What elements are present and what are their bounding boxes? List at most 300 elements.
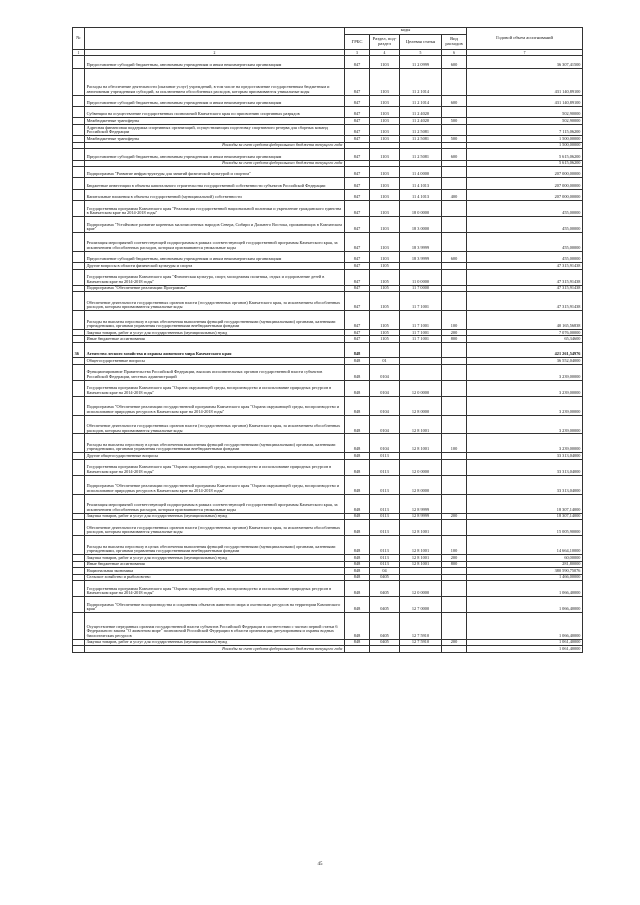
row-number [73,189,85,200]
row-target-article: 11 2 4020 [400,118,442,125]
table-row [73,475,583,494]
row-target-article: 11 2 5081 [400,136,442,143]
row-amount: 1 466,00000 [467,574,583,581]
row-name: Расходы на обеспечение деятельности (оказание услуг) учреждений, в том числе на предоставление государственным бюджетным и автономным учреждениям субсидий, за исключением обособленных расходов, которым присваиваются уникальные коды [85,69,345,95]
header-grbs: ГРБС [345,34,370,50]
header-name: Наименование [85,28,345,50]
row-grbs: 847 [345,311,370,330]
row-name: Адресная финансовая поддержка спортивных организаций, осуществляющих подготовку спортивного резерва для сборных команд Российской Федерации [85,124,345,135]
row-expense-type: 500 [442,118,467,125]
row-target-article: 12 8 0000 [400,475,442,494]
row-amount: 455,00000 [467,232,583,251]
row-name: Бюджетные инвестиции в объекты капитального строительства государственной собственности субъектов Российской Федерации [85,178,345,189]
row-expense-type: 200 [442,513,467,520]
row-number [73,269,85,285]
row-expense-type: 100 [442,311,467,330]
row-razdel: 1103 [370,149,400,160]
row-name: Капитальные вложения в объекты государственной (муниципальной) собственности [85,189,345,200]
row-expense-type: 600 [442,149,467,160]
budget-table [72,27,583,653]
row-name: Сельское хозяйство и рыболовство [85,574,345,581]
row-number [73,475,85,494]
row-grbs: 848 [345,581,370,597]
row-target-article: 11 7 1001 [400,336,442,343]
row-target-article: 11 7 1001 [400,311,442,330]
row-grbs: 847 [345,292,370,311]
row-target-article [400,364,442,380]
row-name: Расходы за счет средств федерального бюджета текущего года [85,160,345,167]
row-expense-type [442,475,467,494]
table-row [73,311,583,330]
row-razdel: 0113 [370,453,400,460]
row-razdel: 1103 [370,178,400,189]
row-razdel: 0405 [370,613,400,639]
row-target-article [400,343,442,358]
row-name: Предоставление субсидий бюджетным, автономным учреждениям и иным некоммерческим организациям [85,95,345,106]
table-row [73,613,583,639]
row-number [73,459,85,475]
row-expense-type [442,178,467,189]
row-target-article: 11 2 5081 [400,149,442,160]
table-row [73,597,583,613]
row-razdel: 0104 [370,380,400,396]
row-target-article: 12 8 1001 [400,555,442,562]
row-name: Обеспечение деятельности государственных органов власти (государственных органов) Камчатского края, за исключением обособленных расходов, которым присваиваются уникальные коды [85,520,345,536]
row-target-article: 11 2 0999 [400,56,442,69]
row-number [73,520,85,536]
row-grbs: 848 [345,358,370,365]
row-name: Подпрограмма "Устойчивое развитие коренных малочисленных народов Севера, Сибири и Дальнего Востока, проживающих в Камчатском крае" [85,216,345,232]
row-amount: 3 239,00000 [467,380,583,396]
row-amount: 3 239,00000 [467,396,583,415]
row-target-article: 12 8 9999 [400,494,442,513]
row-name: Подпрограмма "Обеспечение реализации государственной программы Камчатского края "Охрана окружающей среды, воспроизводство и использование природных ресурсов в Камчатском крае на 2014-2018 годы" [85,396,345,415]
row-target-article: 11 2 5081 [400,124,442,135]
table-row [73,95,583,106]
row-target-article: 18 0 0000 [400,200,442,216]
row-amount: 18 307,14000 [467,494,583,513]
row-target-article: 12 8 1001 [400,520,442,536]
table-row [73,124,583,135]
row-razdel: 1103 [370,95,400,106]
row-razdel: 1105 [370,336,400,343]
row-expense-type: 100 [442,536,467,555]
row-expense-type: 200 [442,329,467,336]
row-amount: 14 664,10000 [467,536,583,555]
row-grbs: 847 [345,269,370,285]
row-amount: 40 165,56838 [467,311,583,330]
row-number [73,311,85,330]
column-number: 7 [467,50,583,56]
table-row [73,415,583,434]
row-amount: 33 313,04000 [467,453,583,460]
row-razdel: 1105 [370,292,400,311]
row-target-article: 12 0 0000 [400,380,442,396]
row-grbs: 848 [345,475,370,494]
row-number [73,232,85,251]
header-codes: коды [345,28,467,35]
row-name: Расходы на выплаты персоналу в целях обеспечения выполнения функций государственными (муниципальными) органами, казенными учреждениями, органами управления государственными внебюджетными фондами [85,311,345,330]
row-name: Расходы за счет средств федерального бюджета текущего года [85,646,345,653]
row-amount: 207 000,00000 [467,167,583,178]
row-target-article: 18 3 9999 [400,251,442,262]
header-row-top [73,28,583,35]
row-grbs: 848 [345,574,370,581]
row-target-article: 12 0 0000 [400,581,442,597]
row-razdel: 1103 [370,189,400,200]
row-grbs: 848 [345,536,370,555]
row-grbs: 847 [345,251,370,262]
row-amount: 431 140,89100 [467,69,583,95]
row-grbs [345,646,370,653]
row-name: Закупка товаров, работ и услуг для государственных (муниципальных) нужд [85,639,345,646]
column-number: 3 [345,50,370,56]
row-amount: 380 590,75076 [467,568,583,575]
row-expense-type: 200 [442,555,467,562]
row-grbs: 848 [345,343,370,358]
row-amount: 47 315,91438 [467,292,583,311]
row-grbs: 847 [345,232,370,251]
table-row [73,396,583,415]
row-expense-type [442,459,467,475]
row-amount: 36 552,04000 [467,358,583,365]
row-number [73,149,85,160]
row-target-article: 11 4 1013 [400,189,442,200]
row-amount: 5 615,06200 [467,149,583,160]
row-amount: 281,80000 [467,561,583,568]
row-amount: 421 261,54976 [467,343,583,358]
row-name: Подпрограмма "Развитие инфраструктуры для занятий физической культурой и спортом" [85,167,345,178]
row-name: Субвенции на осуществление государственных полномочий Камчатского края по присвоению спортивных разрядов [85,107,345,118]
table-row [73,232,583,251]
row-razdel: 0104 [370,434,400,453]
row-grbs: 848 [345,568,370,575]
row-expense-type [442,200,467,216]
table-body [73,56,583,653]
row-grbs: 848 [345,555,370,562]
row-target-article: 11 2 1014 [400,69,442,95]
row-razdel: 1105 [370,263,400,270]
row-expense-type [442,380,467,396]
row-target-article: 11 4 1013 [400,178,442,189]
row-name: Предоставление субсидий бюджетным, автономным учреждениям и иным некоммерческим организациям [85,149,345,160]
table-row [73,364,583,380]
row-number [73,380,85,396]
row-amount: 60,00000 [467,555,583,562]
row-name: Реализация мероприятий соответствующей подпрограммы в рамках соответствующей государственной программы Камчатского края, за исключением обособленных расходов, которым присваиваются уникальные коды [85,494,345,513]
row-expense-type: 800 [442,336,467,343]
row-razdel: 1103 [370,56,400,69]
row-grbs: 847 [345,336,370,343]
row-amount: 455,00000 [467,216,583,232]
row-grbs: 848 [345,520,370,536]
row-razdel: 1105 [370,311,400,330]
row-number [73,95,85,106]
table-row [73,581,583,597]
column-number: 5 [400,50,442,56]
row-name: Расходы на выплаты персоналу в целях обеспечения выполнения функций государственными (муниципальными) органами, казенными учреждениями, органами управления государственными внебюджетными фондами [85,536,345,555]
row-amount: 1 500,00000 [467,142,583,149]
row-name: Другие общегосударственные вопросы [85,453,345,460]
row-amount: 1 066,40000 [467,597,583,613]
row-razdel: 0113 [370,555,400,562]
row-name: Иные бюджетные ассигнования [85,336,345,343]
table-row [73,107,583,118]
row-name: Другие вопросы в области физической культуры и спорта [85,263,345,270]
row-name: Расходы на выплаты персоналу в целях обеспечения выполнения функций государственными (муниципальными) органами, казенными учреждениями, органами управления государственными внебюджетными фондами [85,434,345,453]
row-grbs: 847 [345,69,370,95]
row-expense-type: 400 [442,189,467,200]
row-razdel: 0405 [370,581,400,597]
row-amount: 3 239,00000 [467,434,583,453]
row-target-article: 12 7 0000 [400,597,442,613]
table-row [73,269,583,285]
row-grbs: 848 [345,396,370,415]
row-expense-type: 800 [442,561,467,568]
row-expense-type [442,124,467,135]
row-expense-type [442,269,467,285]
row-number [73,597,85,613]
row-target-article: 12 8 1001 [400,561,442,568]
row-grbs: 848 [345,453,370,460]
row-razdel: 0104 [370,364,400,380]
row-target-article: 12 8 0000 [400,396,442,415]
row-expense-type [442,646,467,653]
row-amount: 1 066,40000 [467,613,583,639]
row-target-article: 11 4 0000 [400,167,442,178]
row-name: Закупка товаров, работ и услуг для государственных (муниципальных) нужд [85,513,345,520]
row-amount: 33 313,04000 [467,459,583,475]
row-razdel [370,646,400,653]
column-number: 1 [73,50,85,56]
row-razdel: 0113 [370,494,400,513]
row-number [73,613,85,639]
row-name: Подпрограмма "Обеспечение реализации государственной программы Камчатского края "Охрана окружающей среды, воспроизводство и использование природных ресурсов в Камчатском крае на 2014-2018 годы" [85,475,345,494]
header-vr: Вид расходов [442,34,467,50]
row-number [73,216,85,232]
row-razdel: 1103 [370,216,400,232]
row-grbs: 848 [345,459,370,475]
row-razdel: 1103 [370,69,400,95]
row-expense-type [442,520,467,536]
row-expense-type: 600 [442,251,467,262]
row-expense-type [442,167,467,178]
row-name: Осуществление переданных органам государственной власти субъектов Российской Федерации в соответствии с частью первой статьи 6 Федерального закона "О животном мире" полномочий Российской Федерации в области организации, регулирования и охраны водных биологических ресурсов [85,613,345,639]
row-razdel: 1103 [370,118,400,125]
row-amount: 7 115,06200 [467,124,583,135]
row-expense-type [442,396,467,415]
row-grbs: 848 [345,513,370,520]
row-amount: 1 061,40000 [467,646,583,653]
row-amount: 47 315,91438 [467,269,583,285]
row-number [73,107,85,118]
table-row [73,343,583,358]
row-razdel: 1103 [370,107,400,118]
row-number [73,494,85,513]
row-grbs: 848 [345,380,370,396]
table-row [73,646,583,653]
row-razdel: 1105 [370,329,400,336]
row-name: Иные бюджетные ассигнования [85,561,345,568]
row-target-article: 11 2 4020 [400,107,442,118]
row-razdel: 0113 [370,520,400,536]
row-razdel: 0113 [370,513,400,520]
row-razdel: 0104 [370,415,400,434]
row-name: Государственная программа Камчатского края "Реализация государственной национальной политики и укрепление гражданского единства в Камчатском крае на 2014-2018 годы" [85,200,345,216]
row-number [73,364,85,380]
row-number [73,69,85,95]
table-row [73,536,583,555]
table-row [73,292,583,311]
row-grbs: 847 [345,263,370,270]
row-number [73,434,85,453]
table-row [73,178,583,189]
row-number: 36 [73,343,85,358]
row-amount: 1 066,40000 [467,581,583,597]
row-target-article: 11 7 1001 [400,292,442,311]
row-target-article: 18 3 0000 [400,216,442,232]
row-name: Подпрограмма "Обеспечение реализации Программы" [85,285,345,292]
row-amount: 36 307,41500 [467,56,583,69]
row-name: Реализация мероприятий соответствующей подпрограммы в рамках соответствующей государственной программы Камчатского края, за исключением обособленных расходов, которым присваиваются уникальные коды [85,232,345,251]
column-number: 4 [370,50,400,56]
row-name: Агентство лесного хозяйства и охраны животного мира Камчатского края [85,343,345,358]
row-amount: 502,90000 [467,118,583,125]
row-name: Расходы за счет средств федерального бюджета текущего года [85,142,345,149]
row-name: Обеспечение деятельности государственных органов власти (государственных органов) Камчатского края, за исключением обособленных расходов, которым присваиваются уникальные коды [85,292,345,311]
row-razdel [370,343,400,358]
row-expense-type [442,216,467,232]
row-target-article: 12 8 1001 [400,536,442,555]
table-row [73,56,583,69]
row-razdel: 01 [370,358,400,365]
row-number [73,396,85,415]
row-target-article: 12 8 1001 [400,434,442,453]
row-target-article: 12 7 5910 [400,639,442,646]
row-razdel: 1103 [370,124,400,135]
row-name: Межбюджетные трансферты [85,118,345,125]
row-expense-type [442,494,467,513]
row-amount: 207 000,00000 [467,189,583,200]
row-grbs: 847 [345,285,370,292]
table-row [73,494,583,513]
table-row [73,189,583,200]
row-expense-type: 100 [442,434,467,453]
row-name: Общегосударственные вопросы [85,358,345,365]
row-amount: 7 076,00000 [467,329,583,336]
row-name: Предоставление субсидий бюджетным, автономным учреждениям и иным некоммерческим организациям [85,251,345,262]
row-razdel: 1103 [370,251,400,262]
row-name: Государственная программа Камчатского края "Охрана окружающей среды, воспроизводство и использование природных ресурсов в Камчатском крае на 2014-2018 годы" [85,581,345,597]
table-row [73,167,583,178]
row-amount: 431 140,89100 [467,95,583,106]
row-name: Функционирование Правительства Российской Федерации, высших исполнительных органов государственной власти субъектов Российской Федерации, местных администраций [85,364,345,380]
row-expense-type: 600 [442,56,467,69]
row-target-article: 11 2 1014 [400,95,442,106]
row-grbs: 848 [345,639,370,646]
row-expense-type [442,232,467,251]
page-number: 45 [317,862,323,867]
row-name: Обеспечение деятельности государственных органов власти (государственных органов) Камчатского края, за исключением обособленных расходов, которым присваиваются уникальные коды [85,415,345,434]
row-expense-type [442,69,467,95]
row-amount: 502,90000 [467,107,583,118]
row-grbs: 847 [345,136,370,143]
row-amount: 5 615,06200 [467,160,583,167]
table-row [73,149,583,160]
row-amount: 3 239,00000 [467,364,583,380]
row-razdel: 1103 [370,136,400,143]
row-amount: 65,34600 [467,336,583,343]
row-number [73,200,85,216]
row-grbs: 848 [345,613,370,639]
row-number [73,178,85,189]
row-expense-type [442,107,467,118]
row-expense-type [442,292,467,311]
row-razdel: 0113 [370,475,400,494]
row-name: Подпрограмма "Обеспечение воспроизводства и сохранения объектов животного мира и охотничьих ресурсов на территории Камчатского края" [85,597,345,613]
row-name: Государственная программа Камчатского края "Охрана окружающей среды, воспроизводство и использование природных ресурсов в Камчатском крае на 2014-2018 годы" [85,380,345,396]
header-csr: Целевая статья [400,34,442,50]
row-number [73,646,85,653]
row-number [73,56,85,69]
table-row [73,380,583,396]
row-number [73,167,85,178]
row-amount: 1 500,00000 [467,136,583,143]
row-expense-type [442,364,467,380]
row-grbs: 847 [345,189,370,200]
row-expense-type [442,343,467,358]
row-amount: 3 239,00000 [467,415,583,434]
row-amount: 47 315,91438 [467,285,583,292]
row-name: Закупка товаров, работ и услуг для государственных (муниципальных) нужд [85,329,345,336]
row-number [73,251,85,262]
row-amount: 47 315,91438 [467,263,583,270]
row-grbs: 848 [345,364,370,380]
row-amount: 15 005,90000 [467,520,583,536]
row-amount: 1 061,40000 [467,639,583,646]
row-expense-type: 600 [442,95,467,106]
row-razdel: 0113 [370,459,400,475]
row-name: Межбюджетные трансферты [85,136,345,143]
row-expense-type: 200 [442,639,467,646]
row-grbs: 848 [345,561,370,568]
row-razdel: 0405 [370,574,400,581]
row-grbs: 847 [345,95,370,106]
row-name: Предоставление субсидий бюджетным, автономным учреждениям и иным некоммерческим организациям [85,56,345,69]
row-number [73,415,85,434]
row-target-article: 12 8 1001 [400,415,442,434]
row-name: Государственная программа Камчатского края "Охрана окружающей среды, воспроизводство и использование природных ресурсов в Камчатском крае на 2014-2018 годы" [85,459,345,475]
row-expense-type: 500 [442,136,467,143]
row-grbs: 847 [345,56,370,69]
header-sum: Годовой объем ассигнований [467,28,583,50]
row-amount: 455,00000 [467,251,583,262]
table-row [73,200,583,216]
row-target-article: 12 0 0000 [400,459,442,475]
row-grbs: 847 [345,167,370,178]
row-target-article: 12 7 5910 [400,613,442,639]
row-target-article: 18 3 9999 [400,232,442,251]
row-razdel: 0104 [370,396,400,415]
row-number [73,581,85,597]
row-number [73,124,85,135]
row-grbs: 848 [345,434,370,453]
table-row [73,520,583,536]
row-target-article [400,646,442,653]
row-razdel: 1103 [370,232,400,251]
header-razdel: Раздел, под-раздел [370,34,400,50]
row-grbs: 847 [345,200,370,216]
